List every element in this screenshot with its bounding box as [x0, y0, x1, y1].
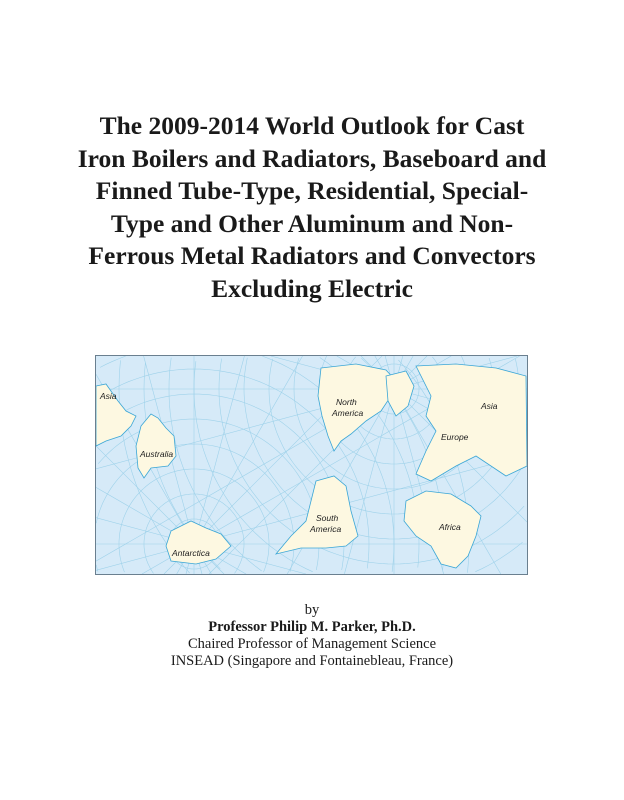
title-line: Type and Other Aluminum and Non- [110, 208, 514, 238]
title-line: Finned Tube-Type, Residential, Special- [95, 176, 529, 205]
world-map [95, 355, 528, 575]
map-label-europe: Europe [441, 432, 469, 442]
author-position: Chaired Professor of Management Science [187, 636, 437, 652]
map-label-antarctica: Antarctica [172, 548, 210, 558]
map-label-south-america: South [316, 513, 339, 523]
by-line: by [304, 602, 320, 618]
title-line: The 2009-2014 World Outlook for Cast [99, 111, 525, 140]
map-label-africa: Africa [439, 522, 461, 532]
map-label-north-america: America [332, 408, 364, 418]
map-label-north-america: North [336, 397, 357, 407]
title-line: Excluding Electric [211, 273, 413, 303]
title-line: Ferrous Metal Radiators and Convectors [88, 241, 536, 270]
title-line: Iron Boilers and Radiators, Baseboard and [77, 143, 547, 173]
book-title [40, 110, 584, 305]
map-label-australia: Australia [140, 449, 174, 459]
map-label-south-america: America [310, 524, 342, 534]
author-name: Professor Philip M. Parker, Ph.D. [208, 619, 416, 635]
author-block [0, 602, 624, 670]
map-label-asia: Asia [481, 401, 498, 411]
map-label-asia: Asia [100, 391, 117, 401]
author-institution: INSEAD (Singapore and Fontainebleau, France) [170, 653, 454, 669]
